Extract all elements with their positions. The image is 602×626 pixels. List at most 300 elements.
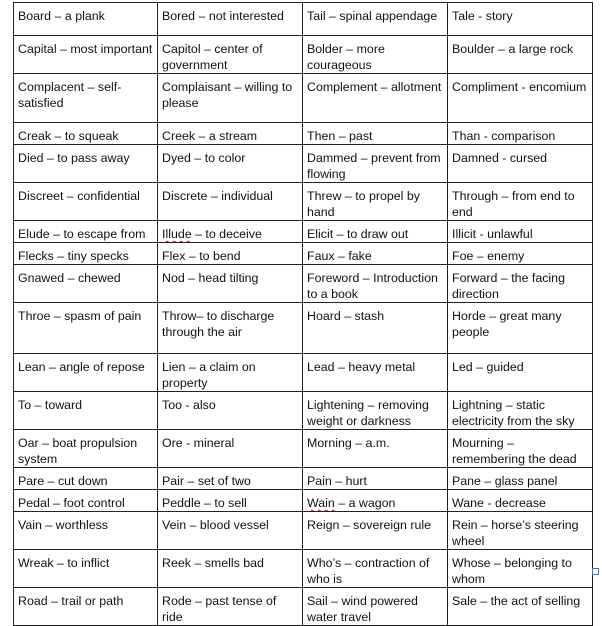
separator: – <box>498 189 512 203</box>
word-meaning: enemy <box>487 249 525 263</box>
table-row <box>14 265 593 303</box>
separator: – <box>339 518 354 532</box>
table-cell <box>448 512 593 550</box>
homophone-word: Throw <box>162 309 197 323</box>
separator: – <box>502 398 517 412</box>
word-meaning: a plank <box>64 9 105 23</box>
separator: - <box>476 227 488 241</box>
table-cell <box>448 3 593 36</box>
homophone-word: Flex <box>162 249 186 263</box>
word-meaning: the facing direction <box>452 271 565 301</box>
separator: – <box>31 398 45 412</box>
homophone-word: Horde <box>452 309 486 323</box>
separator: – <box>476 594 491 608</box>
table-row <box>14 588 593 626</box>
separator: – <box>341 189 356 203</box>
homophone-word: Sail <box>307 594 328 608</box>
homophone-word: Illude <box>162 227 192 241</box>
table-cell <box>14 183 158 221</box>
word-meaning: the act of selling <box>490 594 581 608</box>
word-meaning: remembering the dead <box>452 452 577 466</box>
homophone-word: Wane <box>452 496 484 510</box>
table-cell <box>303 123 448 145</box>
table-cell <box>158 512 303 550</box>
table-cell <box>303 74 448 123</box>
homophone-word: Lightning <box>452 398 503 412</box>
homophone-word: Forward <box>452 271 498 285</box>
word-meaning: tiny specks <box>67 249 129 263</box>
separator: – <box>494 42 509 56</box>
homophone-word: Died <box>18 151 44 165</box>
homophone-word: Ore <box>162 436 183 450</box>
table-cell <box>14 588 158 626</box>
table-cell <box>158 303 303 354</box>
homophone-word: Capital <box>18 42 57 56</box>
homophone-word: Pedal <box>18 496 50 510</box>
word-meaning: cut down <box>57 474 108 488</box>
separator: – <box>342 42 357 56</box>
separator: – <box>334 249 349 263</box>
separator: – <box>84 80 98 94</box>
table-cell <box>14 243 158 265</box>
word-meaning: set of two <box>197 474 251 488</box>
separator: – <box>325 9 340 23</box>
word-meaning: hurt <box>345 474 367 488</box>
homophone-word: Vain <box>18 518 42 532</box>
homophone-word: Wain <box>307 496 335 510</box>
separator: - <box>518 80 530 94</box>
separator: – <box>41 518 56 532</box>
table-cell <box>14 468 158 490</box>
table-cell <box>448 243 593 265</box>
homophone-word: Discreet <box>18 189 64 203</box>
homophone-word: Tale <box>452 9 475 23</box>
table-row <box>14 3 593 36</box>
separator: – <box>49 227 64 241</box>
homophone-word: Peddle <box>162 496 201 510</box>
word-meaning: decrease <box>494 496 546 510</box>
table-cell <box>14 392 158 430</box>
separator: – <box>490 556 505 570</box>
homophone-word: Hoard <box>307 309 341 323</box>
separator: – <box>184 271 199 285</box>
word-meaning: foot control <box>63 496 125 510</box>
word-meaning: willing to please <box>162 80 293 110</box>
word-meaning: to inflict <box>67 556 110 570</box>
table-cell <box>303 265 448 303</box>
table-cell <box>14 265 158 303</box>
separator: – <box>195 9 209 23</box>
homophone-word: Elude <box>18 227 50 241</box>
table-cell <box>14 3 158 36</box>
separator: – <box>480 474 495 488</box>
word-meaning: to discharge through the air <box>162 309 275 339</box>
word-meaning: worthless <box>55 518 109 532</box>
homophone-word: Rein <box>452 518 478 532</box>
homophone-word: Illicit <box>452 227 477 241</box>
homophone-word: Threw <box>307 189 342 203</box>
separator: – <box>45 360 60 374</box>
homophone-word: Foreword <box>307 271 360 285</box>
homophone-word: Foe <box>452 249 474 263</box>
separator: – <box>207 189 222 203</box>
table-row <box>14 392 593 430</box>
table-cell <box>303 303 448 354</box>
word-meaning: wind powered water travel <box>307 594 418 624</box>
homophone-word: Damned <box>452 151 499 165</box>
word-meaning: spinal appendage <box>339 9 438 23</box>
word-meaning: most important <box>70 42 153 56</box>
table-row <box>14 512 593 550</box>
word-meaning: glass panel <box>494 474 558 488</box>
table-row <box>14 183 593 221</box>
homophone-word: Pane <box>452 474 481 488</box>
homophone-word: Nod <box>162 271 185 285</box>
word-meaning: mineral <box>193 436 235 450</box>
word-meaning: a.m. <box>365 436 390 450</box>
separator: – <box>503 436 514 450</box>
table-row <box>14 468 593 490</box>
homophone-word: Reek <box>162 556 191 570</box>
table-cell <box>448 36 593 74</box>
separator: – <box>190 151 205 165</box>
image-resize-handle[interactable] <box>592 568 599 575</box>
word-meaning: removing weight or darkness <box>307 398 429 428</box>
word-meaning: to propel by hand <box>307 189 420 219</box>
table-cell <box>303 183 448 221</box>
word-meaning: center of government <box>162 42 263 72</box>
word-meaning: angle of repose <box>59 360 145 374</box>
table-cell <box>303 221 448 243</box>
table-cell <box>303 3 448 36</box>
word-meaning: smells bad <box>204 556 264 570</box>
table-cell <box>14 430 158 468</box>
separator: – <box>340 309 355 323</box>
table-cell <box>448 550 593 588</box>
table-cell <box>448 221 593 243</box>
table-row <box>14 123 593 145</box>
homophone-word: Then <box>307 129 336 143</box>
table-cell <box>448 74 593 123</box>
separator: – <box>190 556 205 570</box>
separator: – <box>186 518 200 532</box>
separator: – <box>51 129 65 143</box>
homophone-word: Rode <box>162 594 192 608</box>
table-row <box>14 145 593 183</box>
word-meaning: contraction of who is <box>307 556 430 586</box>
table-cell <box>158 123 303 145</box>
separator: – <box>64 271 78 285</box>
homophone-word: Sale <box>452 594 477 608</box>
word-meaning: horse’s steering wheel <box>452 518 579 548</box>
homophone-word: Faux <box>307 249 335 263</box>
table-cell <box>158 392 303 430</box>
homophone-word: Dammed <box>307 151 358 165</box>
table-body <box>14 3 593 626</box>
separator: – <box>56 42 71 56</box>
separator: – <box>364 398 378 412</box>
word-meaning: also <box>193 398 216 412</box>
homophone-word: Wreak <box>18 556 54 570</box>
table-cell <box>158 430 303 468</box>
homophone-word: To <box>18 398 32 412</box>
word-meaning: trail or path <box>61 594 124 608</box>
word-meaning: belonging to whom <box>452 556 572 586</box>
table-cell <box>158 36 303 74</box>
table-cell <box>158 145 303 183</box>
table-row <box>14 550 593 588</box>
homophone-word: Creak <box>18 129 52 143</box>
table-cell <box>303 243 448 265</box>
homophone-word: Dyed <box>162 151 191 165</box>
table-row <box>14 490 593 512</box>
separator: – <box>333 227 347 241</box>
separator: - <box>474 9 486 23</box>
word-meaning: to draw out <box>346 227 409 241</box>
table-cell <box>14 303 158 354</box>
table-cell <box>14 221 158 243</box>
word-meaning: a claim on property <box>162 360 256 390</box>
table-cell <box>158 265 303 303</box>
table-cell <box>448 392 593 430</box>
table-cell <box>158 74 303 123</box>
separator: – <box>51 9 65 23</box>
table-row <box>14 36 593 74</box>
table-cell <box>158 354 303 392</box>
separator: – <box>50 309 65 323</box>
separator: – <box>331 474 346 488</box>
table-cell <box>303 145 448 183</box>
separator: – <box>200 42 215 56</box>
word-meaning: to bend <box>199 249 241 263</box>
separator: - <box>181 398 193 412</box>
table-cell <box>158 550 303 588</box>
table-cell <box>303 430 448 468</box>
word-meaning: encomium <box>529 80 587 94</box>
word-meaning: from end to end <box>452 189 575 219</box>
homophone-word: Boulder <box>452 42 495 56</box>
word-meaning: past tense of ride <box>162 594 277 624</box>
separator: – <box>47 594 62 608</box>
table-row <box>14 430 593 468</box>
word-meaning: sovereign rule <box>353 518 431 532</box>
word-meaning: self-satisfied <box>18 80 122 110</box>
word-meaning: unlawful <box>487 227 533 241</box>
separator: - <box>480 129 492 143</box>
separator: – <box>230 80 245 94</box>
separator: – <box>53 556 68 570</box>
word-meaning: Introduction to a book <box>307 271 438 301</box>
homophone-word: Morning <box>307 436 352 450</box>
homophone-word: Tail <box>307 9 326 23</box>
homophone-word: Complacent <box>18 80 85 94</box>
homophone-word: Pare <box>18 474 45 488</box>
table-cell <box>14 145 158 183</box>
separator: – <box>185 249 200 263</box>
separator: – <box>195 129 209 143</box>
homophone-word: Oar <box>18 436 39 450</box>
homophone-word: Led <box>452 360 473 374</box>
word-meaning: individual <box>221 189 273 203</box>
table-cell <box>303 354 448 392</box>
table-cell <box>158 468 303 490</box>
word-meaning: story <box>485 9 513 23</box>
separator: – <box>185 360 200 374</box>
separator: – <box>44 474 58 488</box>
table-cell <box>448 490 593 512</box>
table-cell <box>14 74 158 123</box>
homophone-word: Bored <box>162 9 196 23</box>
word-meaning: to escape from <box>63 227 146 241</box>
separator: - <box>483 496 495 510</box>
separator: – <box>200 496 215 510</box>
homophone-word: Reign <box>307 518 340 532</box>
word-meaning: to sell <box>214 496 247 510</box>
homophone-word: Pair <box>162 474 185 488</box>
word-meaning: guided <box>486 360 524 374</box>
word-meaning: confidential <box>77 189 140 203</box>
word-meaning: to squeak <box>64 129 119 143</box>
homophone-word: Bolder <box>307 42 343 56</box>
separator: – <box>327 594 342 608</box>
homophone-word: Compliment <box>452 80 519 94</box>
separator: – <box>497 271 512 285</box>
table-cell <box>14 354 158 392</box>
word-meaning: static electricity from the sky <box>452 398 575 428</box>
separator: – <box>359 271 374 285</box>
word-meaning: to color <box>204 151 246 165</box>
table-row <box>14 221 593 243</box>
table-cell <box>448 468 593 490</box>
homophone-word: Road <box>18 594 48 608</box>
separator: – <box>43 151 58 165</box>
word-meaning: allotment <box>391 80 442 94</box>
homophone-word: Than <box>452 129 481 143</box>
homophone-word: Pain <box>307 474 332 488</box>
homophone-word: Lien <box>162 360 186 374</box>
homophone-word: Vein <box>162 518 187 532</box>
homophone-word: Gnawed <box>18 271 65 285</box>
separator: – <box>335 129 350 143</box>
word-meaning: comparison <box>491 129 556 143</box>
word-meaning: prevent from flowing <box>307 151 441 181</box>
separator: – <box>472 360 487 374</box>
separator: – <box>477 518 492 532</box>
separator: – <box>377 80 392 94</box>
homophone-word: Lean <box>18 360 46 374</box>
word-meaning: cursed <box>509 151 548 165</box>
homophone-word: Lightening <box>307 398 365 412</box>
separator: – <box>191 594 206 608</box>
homophones-table <box>13 2 593 626</box>
word-meaning: stash <box>354 309 385 323</box>
table-cell <box>14 512 158 550</box>
separator: – <box>53 249 68 263</box>
homophone-word: Mourning <box>452 436 504 450</box>
word-meaning: boat propulsion system <box>18 436 138 466</box>
table-cell <box>303 468 448 490</box>
homophone-word: Whose <box>452 556 491 570</box>
word-meaning: more courageous <box>307 42 385 72</box>
word-meaning: fake <box>348 249 372 263</box>
word-meaning: heavy metal <box>348 360 416 374</box>
separator: – <box>49 496 64 510</box>
homophone-word: Throe <box>18 309 51 323</box>
table-cell <box>448 265 593 303</box>
table-cell <box>303 512 448 550</box>
table-cell <box>448 588 593 626</box>
homophone-word: Lead <box>307 360 335 374</box>
table-cell <box>448 354 593 392</box>
table-cell <box>448 303 593 354</box>
word-meaning: a large rock <box>508 42 574 56</box>
homophone-word: Through <box>452 189 499 203</box>
table-cell <box>303 550 448 588</box>
word-meaning: to deceive <box>205 227 262 241</box>
table-cell <box>448 183 593 221</box>
table-cell <box>158 3 303 36</box>
word-meaning: toward <box>44 398 83 412</box>
table-row <box>14 354 593 392</box>
table-cell <box>14 550 158 588</box>
word-meaning: head tilting <box>198 271 259 285</box>
separator: – <box>357 151 372 165</box>
table-cell <box>14 36 158 74</box>
table-row <box>14 74 593 123</box>
table-cell <box>158 183 303 221</box>
table-cell <box>158 490 303 512</box>
table-cell <box>14 490 158 512</box>
separator: – <box>184 474 198 488</box>
homophone-word: Board <box>18 9 52 23</box>
separator: – <box>351 436 366 450</box>
table-row <box>14 303 593 354</box>
word-meaning: a wagon <box>348 496 396 510</box>
homophone-word: Who’s <box>307 556 342 570</box>
table-cell <box>303 36 448 74</box>
table-cell <box>448 145 593 183</box>
homophone-word: Complaisant <box>162 80 231 94</box>
table-cell <box>448 430 593 468</box>
homophone-word: Too <box>162 398 182 412</box>
separator: – <box>334 496 349 510</box>
separator: – <box>38 436 53 450</box>
word-meaning: great many people <box>452 309 562 339</box>
table-cell <box>303 588 448 626</box>
separator: - <box>498 151 510 165</box>
table-cell <box>158 221 303 243</box>
homophone-word: Discrete <box>162 189 208 203</box>
separator: – <box>63 189 78 203</box>
word-meaning: not interested <box>208 9 284 23</box>
separator: – <box>473 249 488 263</box>
separator: – <box>191 227 206 241</box>
word-meaning: blood vessel <box>199 518 269 532</box>
table-cell <box>158 243 303 265</box>
table-cell <box>158 588 303 626</box>
separator: – <box>485 309 500 323</box>
separator: – <box>196 309 207 323</box>
homophone-word: Capitol <box>162 42 201 56</box>
table-cell <box>14 123 158 145</box>
table-row <box>14 243 593 265</box>
homophone-word: Complement <box>307 80 378 94</box>
word-meaning: a stream <box>208 129 258 143</box>
word-meaning: chewed <box>77 271 121 285</box>
word-meaning: spasm of pain <box>64 309 142 323</box>
homophone-word: Elicit <box>307 227 334 241</box>
separator: – <box>334 360 349 374</box>
